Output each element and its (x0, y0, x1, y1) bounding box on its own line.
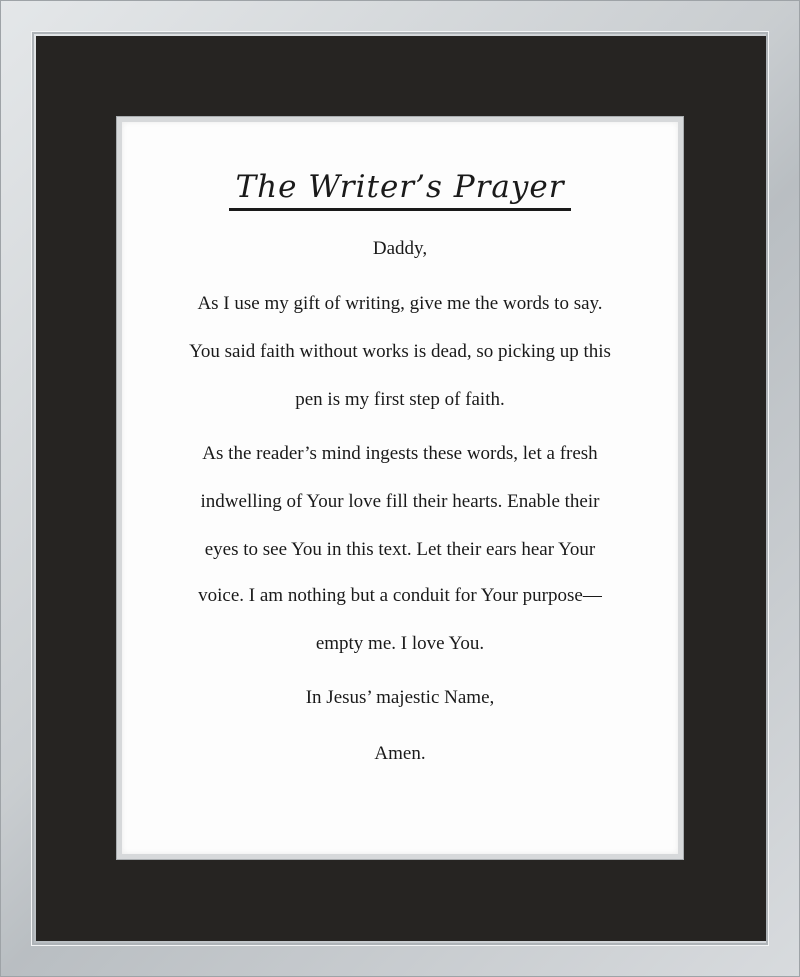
closing-line: In Jesus’ majestic Name, (305, 687, 495, 708)
prayer-line: As the reader’s mind ingests these words, let a fresh (202, 443, 598, 464)
prayer-line: pen is my first step of faith. (295, 389, 505, 410)
prayer-line: As I use my gift of writing, give me the words to say. (197, 293, 603, 314)
prayer-line: voice. I am nothing but a conduit for Your purpose— (198, 585, 602, 606)
title-container (0, 168, 800, 211)
salutation: Daddy, (372, 238, 428, 259)
prayer-line: empty me. I love You. (315, 633, 485, 654)
amen-line: Amen. (374, 743, 426, 764)
prayer-line: You said faith without works is dead, so picking up this (189, 341, 611, 362)
prayer-line: indwelling of Your love fill their hearts. Enable their (200, 491, 600, 512)
prayer-line: eyes to see You in this text. Let their ears hear Your (204, 539, 596, 560)
prayer-title: The Writer’s Prayer (229, 168, 570, 211)
